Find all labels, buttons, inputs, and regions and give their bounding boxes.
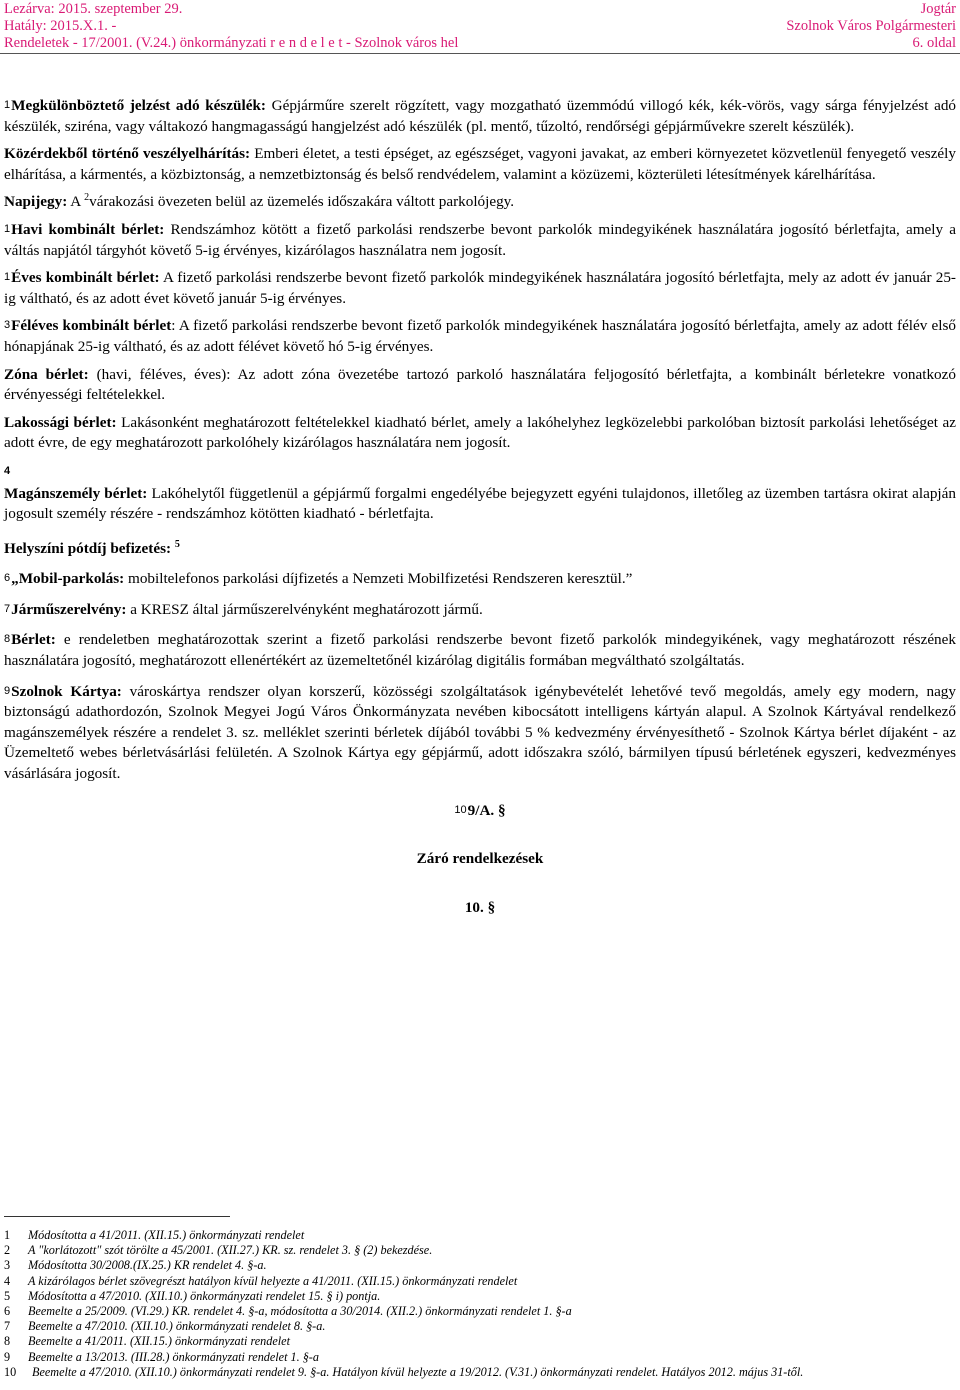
definition-paragraph [4,569,956,590]
footnote-item [4,1350,956,1365]
footnote-text: Módosította 30/2008.(IX.25.) KR rendelet 4. §-a. [28,1258,267,1273]
definition-term: Napijegy: [4,193,68,211]
definition-text: Rendszámhoz kötött a fizető parkolási rendszerbe bevont parkolók mindegyikének használatára jogosító bérletfajta, amely a váltás napjától tárgyhót követő 5-ig érvényes, kizárólagos használatra nem jogosít. [4,220,956,259]
footnote-ref[interactable]: 8 [4,633,11,646]
definition-term: Zóna bérlet: [4,365,89,383]
footnote-item [4,1274,956,1289]
definition-text: (havi, féléves, éves): Az adott zóna övezetébe tartozó parkoló használatára feljogosító bérletfajta, a kombinált bérletekre vonatkozó érvényességi feltételekkel. [4,365,956,404]
definition-paragraph [4,96,956,137]
definition-text: Emberi életet, a testi épséget, az egészséget, vagyoni javakat, az emberi környezetet közvetlenül fenyegető veszély elhárítása, a kármentés, a közbiztonság, a nemzetbiztonság és belső rendvédelem, valamint a közüzemi, közterületi létesítmények kárelhárítása. [4,145,956,183]
footnote-ref[interactable]: 3 [4,319,11,332]
footnote-item [4,1365,956,1380]
page-header [0,0,960,54]
footnote-item [4,1334,956,1349]
footnote-text: A "korlátozott" szót törölte a 45/2001. (XII.27.) KR. sz. rendelet 3. § (2) bekezdése. [28,1243,433,1258]
definition-text: városkártya rendszer olyan korszerű, közösségi szolgáltatások igénybevételét lehetővé tevő megoldás, amely egy modern, nagy biztonságú adathordozón, Szolnok Megyei Jogú Város Önkormányzata nevében kibocsátott intelligens kártyán alapul. A Szolnok Kártyával rendelkező magánszemélyek részére a rendelet 3. sz. melléklet szerinti bérletek díjából további 5 % kedvezmény érvényesíthető - Szolnok Kártya bérlet díjaként - az Üzemeltető webes bérletvásárlási felületén. A Szolnok Kártya egy gépjármű, adott időszakra szóló, bármilyen típusú bérletének egyszeri, kedvezményes vásárlására jogosít. [4,682,956,783]
footnote-ref[interactable]: 10 [454,803,467,816]
footnote-text: Beemelte a 47/2010. (XII.10.) önkormányzati rendelet 8. §-a. [28,1319,326,1334]
footnote-item [4,1228,956,1243]
footnote-text: Módosította a 47/2010. (XII.10.) önkormányzati rendelet 15. § i) pontja. [28,1288,381,1303]
footnote-text: Beemelte a 41/2011. (XII.15.) önkormányzati rendelet [28,1334,290,1349]
definition-text: e rendeletben meghatározottak szerint a fizető parkolási rendszerbe bevont fizető parkolók mindegyikének, vagy meghatározott részének használatára jogosító, meghatározott ellenértékért az üzemeltetőnél kizárólag digitális formában megváltható szolgáltatás. [4,631,956,670]
definition-paragraph [4,365,956,406]
section-number: 9/A. § [467,801,506,819]
header-effective-date: Hatály: 2015.X.1. - [4,18,117,34]
definition-paragraph [4,630,956,671]
footnote-number: 9 [4,1349,11,1364]
definition-term: Megkülönböztető jelzést adó készülék: [11,97,266,114]
definition-term: Havi kombinált bérlet: [11,220,165,238]
footnote-ref[interactable]: 5 [174,538,180,550]
definition-text-prefix: A [67,193,85,211]
definition-term: „Mobil-parkolás: [11,570,125,588]
definition-term: Lakossági bérlet: [4,413,117,431]
footnote-item [4,1319,956,1334]
footnote-number: 8 [4,1334,11,1349]
definition-paragraph [4,316,956,357]
definition-term: Közérdekből történő veszélyelhárítás: [4,145,251,163]
definition-term: Bérlet: [11,631,56,649]
definition-term: Helyszíni pótdíj befizetés: [4,539,172,557]
footnote-number: 10 [4,1364,17,1379]
header-issuer: Szolnok Város Polgármesteri [786,18,956,34]
footnote-number: 3 [4,1258,11,1273]
definition-paragraph [4,268,956,309]
footnote-ref[interactable]: 9 [4,684,11,697]
definition-paragraph [4,220,956,261]
header-closed-date: Lezárva: 2015. szeptember 29. [4,1,183,17]
definition-term: Éves kombinált bérlet: [11,269,160,287]
section-heading-9a [4,801,956,822]
section-title [4,849,956,870]
footnote-text: Beemelte a 13/2013. (III.28.) önkormányzati rendelet 1. §-a [28,1349,319,1364]
definition-paragraph [4,539,956,560]
header-right [786,1,956,52]
definition-paragraph [4,413,956,454]
header-brand: Jogtár [920,1,956,17]
definition-text: várakozási övezeten belül az üzemelés időszakára váltott parkolójegy. [89,193,515,211]
definition-text: Lakóhelytől függetlenül a gépjármű forgalmi engedélyébe bejegyzett egyéni tulajdonos, illetőleg az üzemben tartásra okirat alapján jogosult személy részére - rendszámhoz kötötten kiadható - bérletfajta. [4,484,956,523]
definition-paragraph [4,682,956,785]
footnote-divider [4,1216,230,1217]
footnote-number: 5 [4,1288,11,1303]
definition-text: mobiltelefonos parkolási díjfizetés a Nemzeti Mobilfizetési Rendszeren keresztül.” [124,570,633,588]
definition-text: Lakásonként meghatározott feltételekkel kiadható bérlet, amely a lakóhelyhez legközelebbi parkolóban biztosít parkolási lehetőséget az adott évre, de egy meghatározott parkolóhely kizárólagos használatára nem jogosít. [4,413,957,452]
footnote-ref[interactable]: 7 [4,602,11,615]
section-number: 10. § [464,898,496,916]
definition-paragraph [4,600,956,621]
footnote-item [4,1304,956,1319]
definition-paragraph [4,484,956,525]
footnote-item [4,1258,956,1273]
definition-text: a KRESZ által járműszerelvényként meghatározott jármű. [126,600,483,618]
header-left [4,1,458,52]
footnote-text: Beemelte a 25/2009. (VI.29.) KR. rendelet 4. §-a, módosította a 30/2014. (XII.2.) önkormányzati rendelet 1. §-a [28,1304,572,1319]
footnote-item [4,1243,956,1258]
footnote-number: 1 [4,1228,11,1242]
footnote-marker-line [4,461,956,482]
footnote-item [4,1289,956,1304]
footnote-number: 4 [4,1273,11,1288]
footnote-text: A kizárólagos bérlet szövegrészt hatályon kívül helyezte a 41/2011. (XII.15.) önkormányzati rendelet [28,1273,518,1288]
footnote-number: 7 [4,1319,11,1334]
footnote-ref[interactable]: 1 [4,222,11,235]
chapter-title: Záró rendelkezések [416,850,544,868]
document-body [4,96,956,925]
footnote-number: 6 [4,1304,11,1319]
header-regulation-title: Rendeletek - 17/2001. (V.24.) önkormányzati r e n d e l e t - Szolnok város hel [4,35,459,51]
definition-paragraph [4,144,956,185]
definition-text: A fizető parkolási rendszerbe bevont fizető parkolók mindegyikének használatára jogosító bérletfajta, mely az adott év január 25-ig váltható, és az adott évet követő január 5-ig érvényes. [4,269,956,307]
header-page-number: 6. oldal [912,35,956,51]
definition-term: Járműszerelvény: [11,600,127,618]
definition-term: Szolnok Kártya: [11,682,122,700]
footnote-number: 2 [4,1243,11,1258]
footnote-ref[interactable]: 4 [4,464,11,477]
definition-text: Gépjárműre szerelt rögzített, vagy mozgatható üzemmódú villogó kék, kék-vörös, vagy sárga fényjelzést adó készülék, sziréna, vagy váltakozó hangmagasságú hangjelzést adó készülék (pl. mentő, tűzoltó, rendőrségi gépjárművekre szerelt készülék). [4,97,957,135]
section-heading-10 [4,898,956,919]
footnote-text: Módosította a 41/2011. (XII.15.) önkormányzati rendelet [28,1228,305,1242]
footnote-text: Beemelte a 47/2010. (XII.10.) önkormányzati rendelet 9. §-a. Hatályon kívül helyezte a 19/2012. (V.31.) önkormányzati rendelet. Hatályos 2012. május 31-től. [32,1364,804,1379]
header-divider [0,53,960,54]
footnote-ref[interactable]: 2 [84,192,90,204]
definition-term: Magánszemély bérlet: [4,484,148,502]
footnote-ref[interactable]: 6 [4,572,11,585]
definition-paragraph [4,192,956,213]
definition-term: Féléves kombinált bérlet [11,317,172,335]
definition-text: : A fizető parkolási rendszerbe bevont fizető parkolók mindegyikének használatára jogosító bérletfajta, amely az adott félév első hónapjának 25-ig váltható, és az adott félévet követő hó 5-ig érvényes. [4,317,956,355]
footnote-ref[interactable]: 1 [4,99,11,111]
footnote-ref[interactable]: 1 [4,271,11,284]
footnotes-list [4,1228,956,1380]
